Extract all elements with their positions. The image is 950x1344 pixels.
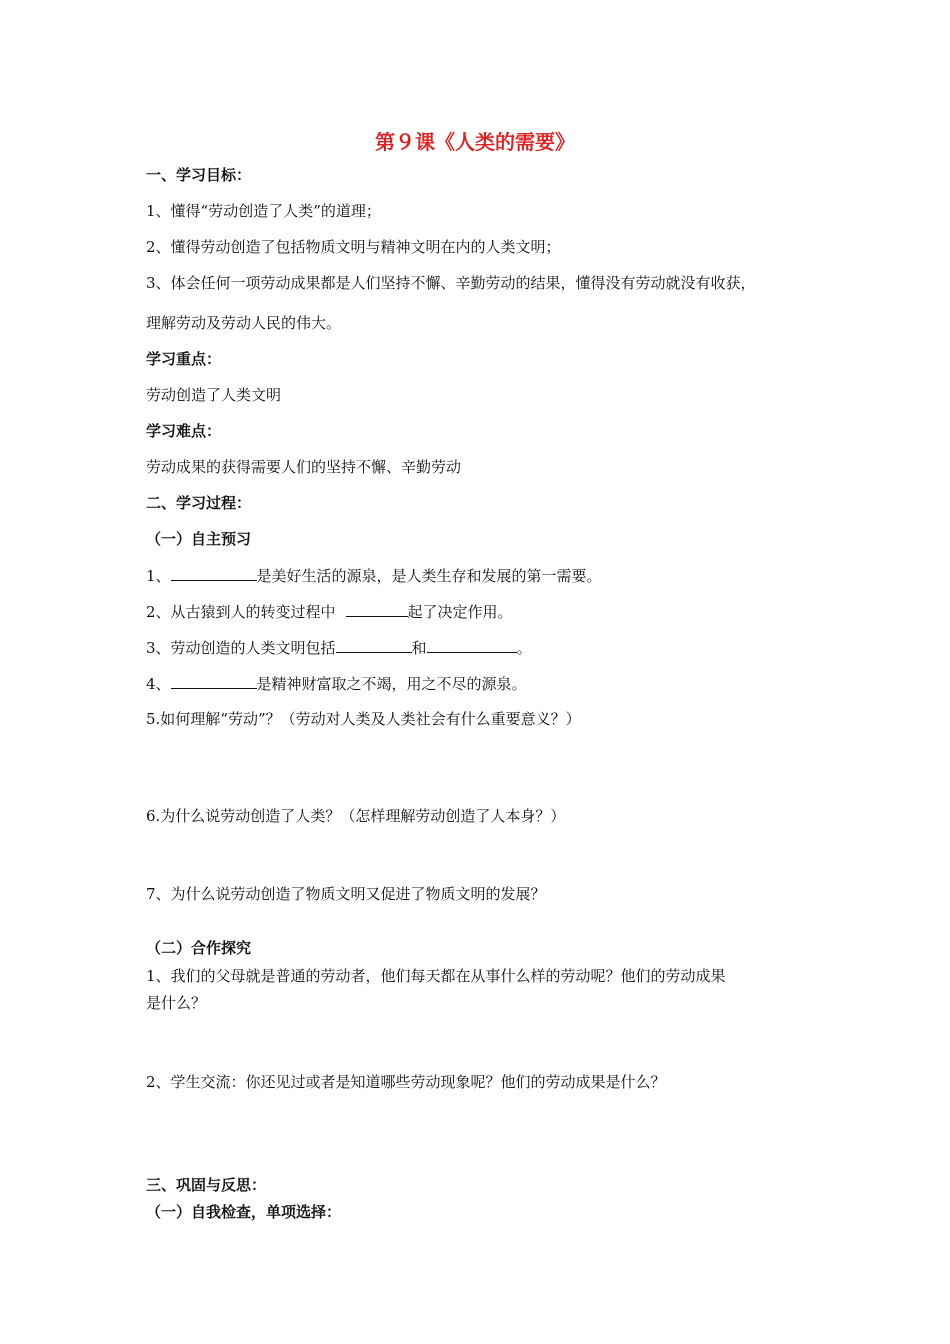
page-title: 第９课《人类的需要》 (375, 130, 575, 154)
answer-blank[interactable] (427, 637, 517, 653)
coop-question-2: 2、学生交流：你还见过或者是知道哪些劳动现象呢？他们的劳动成果是什么？ (146, 1073, 666, 1091)
fill-question-3: 3、劳动创造的人类文明包括 和 。 (146, 639, 532, 657)
key-point-heading: 学习重点： (146, 350, 222, 368)
difficulty-text: 劳动成果的获得需要人们的坚持不懈、辛勤劳动 (146, 458, 462, 476)
coop-question-1-cont: 是什么？ (146, 994, 207, 1012)
coop-question-1: 1、我们的父母就是普通的劳动者，他们每天都在从事什么样的劳动呢？他们的劳动成果 (146, 967, 726, 985)
section-heading-goals: 一、学习目标： (146, 166, 252, 184)
subsection-cooperation: （二）合作探究 (146, 939, 252, 957)
answer-blank[interactable] (346, 601, 408, 617)
question-7: 7、为什么说劳动创造了物质文明又促进了物质文明的发展？ (146, 885, 546, 903)
key-point-text: 劳动创造了人类文明 (146, 386, 282, 404)
subsection-self-check: （一）自我检查，单项选择： (146, 1203, 342, 1221)
goal-item-3: 3、体会任何一项劳动成果都是人们坚持不懈、辛勤劳动的结果，懂得没有劳动就没有收获， (146, 274, 756, 292)
difficulty-heading: 学习难点： (146, 422, 222, 440)
subsection-preview: （一）自主预习 (146, 530, 252, 548)
question-6: 6.为什么说劳动创造了人类？（怎样理解劳动创造了人本身？） (146, 807, 566, 825)
fill-question-2: 2、从古猿到人的转变过程中 起了决定作用。 (146, 603, 513, 621)
goal-item-3-cont: 理解劳动及劳动人民的伟大。 (146, 314, 342, 332)
answer-blank[interactable] (171, 565, 257, 581)
answer-blank[interactable] (171, 673, 257, 689)
answer-blank[interactable] (336, 637, 412, 653)
question-5: 5.如何理解“劳动”？（劳动对人类及人类社会有什么重要意义？） (146, 710, 581, 728)
fill-question-4: 4、 是精神财富取之不竭，用之不尽的源泉。 (146, 675, 527, 693)
section-heading-review: 三、巩固与反思： (146, 1176, 267, 1194)
goal-item-2: 2、懂得劳动创造了包括物质文明与精神文明在内的人类文明； (146, 238, 561, 256)
goal-item-1: 1、懂得“劳动创造了人类”的道理； (146, 202, 381, 220)
fill-question-1: 1、 是美好生活的源泉，是人类生存和发展的第一需要。 (146, 567, 602, 585)
section-heading-process: 二、学习过程： (146, 494, 252, 512)
